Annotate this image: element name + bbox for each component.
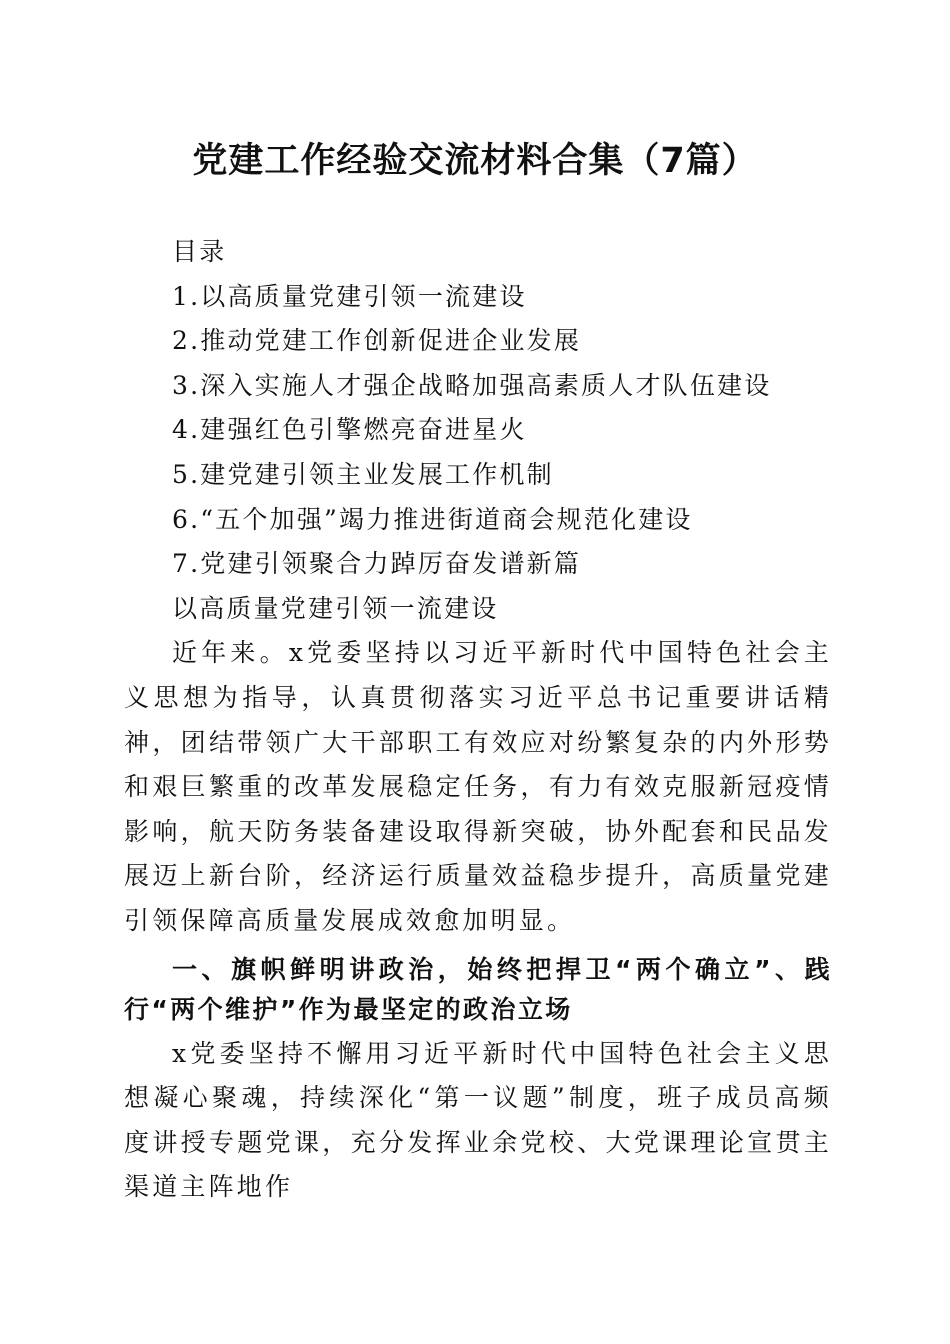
article-title: 以高质量党建引领一流建设	[172, 593, 499, 623]
toc-item: 5.建党建引领主业发展工作机制	[172, 459, 554, 489]
body-paragraph: 近年来。x党委坚持以习近平新时代中国特色社会主义思想为指导，认真贯彻落实习近平总书记重要讲话精神，团结带领广大干部职工有效应对纷繁复杂的内外形势和艰巨繁重的改革发展稳定任务，有力有效克服新冠疫情影响，航天防务装备建设取得新突破，协外配套和民品发展迈上新台阶，经济运行质量效益稳步提升，高质量党建引领保障高质量发展成效愈加明显。	[124, 638, 832, 935]
body-paragraph: x党委坚持不懈用习近平新时代中国特色社会主义思想凝心聚魂，持续深化“第一议题”制度，班子成员高频度讲授专题党课，充分发挥业余党校、大党课理论宣贯主渠道主阵地作	[124, 1038, 832, 1202]
toc-heading: 目录	[172, 237, 227, 266]
section-heading: 一、旗帜鲜明讲政治，始终把捍卫“两个确立”、践行“两个维护”作为最坚定的政治立场	[124, 954, 832, 1024]
toc-item: 2.推动党建工作创新促进企业发展	[172, 326, 582, 356]
document-title: 党建工作经验交流材料合集（7篇）	[192, 141, 758, 181]
toc-item: 6.“五个加强”竭力推进街道商会规范化建设	[172, 504, 693, 534]
document-body	[124, 230, 832, 1210]
toc-item: 4.建强红色引擎燃亮奋进星火	[172, 415, 527, 445]
toc-item: 1.以高质量党建引领一流建设	[172, 281, 527, 311]
toc-item: 3.深入实施人才强企战略加强高素质人才队伍建设	[172, 370, 772, 400]
toc-item: 7.党建引领聚合力踔厉奋发谱新篇	[172, 549, 582, 579]
